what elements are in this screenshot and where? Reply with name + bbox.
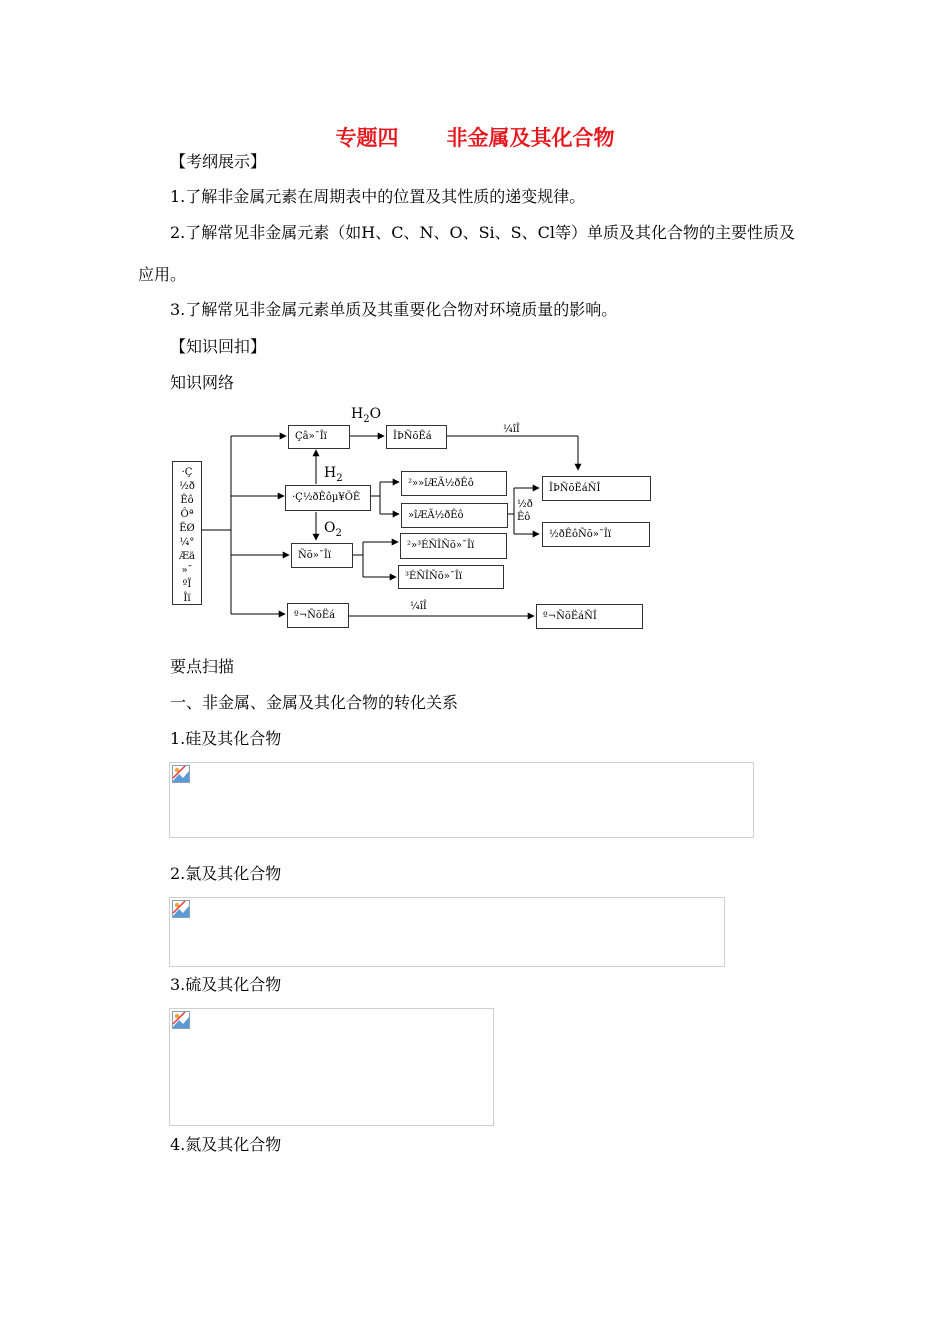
vertical-char: Êô	[180, 495, 194, 506]
oxyacid-salt-box: º¬ÑõËáÑÎ	[536, 604, 643, 629]
broken-image-icon	[172, 900, 190, 918]
salt-forming-oxide-box: ³ÉÑÎÑõ»¯Îï	[398, 565, 504, 589]
water-reagent-label	[351, 406, 381, 425]
hydrogen-reagent-label	[324, 465, 343, 484]
non-salt-forming-oxide-box: ²»³ÉÑÎÑõ»¯Îï	[400, 533, 507, 559]
base-label-lower: ¼îÎ	[410, 601, 427, 612]
hydrogen-subscript: 2	[336, 472, 343, 484]
water-h: H	[351, 406, 364, 422]
vertical-char: »¯	[181, 565, 193, 576]
inactive-metal-box: ²»»îÆÃ½ðÊô	[401, 471, 507, 496]
vertical-char: ¼°	[179, 537, 195, 548]
vertical-char: ËØ	[179, 523, 195, 534]
silicon-diagram-image	[169, 762, 754, 838]
vertical-char: ºÏ	[182, 579, 192, 590]
title-topic-name: 非金属及其化合物	[446, 126, 615, 150]
oxygen-reagent-label	[324, 520, 342, 539]
metal-label-line-1: ½ð	[517, 499, 533, 510]
vertical-char: Ôª	[180, 509, 194, 520]
oxygen-subscript: 2	[335, 527, 342, 539]
silicon-subsection-heading: 1.硅及其化合物	[170, 729, 282, 748]
metal-oxide-box: ½ðÊôÑõ»¯Îï	[542, 522, 650, 547]
oxide-box: Ñõ»¯Îï	[291, 543, 353, 568]
vertical-char: Æä	[179, 551, 195, 562]
broken-image-icon	[172, 1011, 190, 1029]
chlorine-diagram-image	[169, 897, 725, 967]
vertical-char: Îï	[183, 593, 191, 604]
nitrogen-subsection-heading: 4.氮及其化合物	[170, 1135, 282, 1154]
oxygen-free-acid-salt-box: ÎÞÑõËáÑÎ	[542, 476, 651, 501]
part-one-heading: 一、非金属、金属及其化合物的转化关系	[170, 693, 459, 712]
network-label: 知识网络	[170, 373, 235, 392]
outline-item-2: 2.了解常见非金属元素（如H、C、N、O、Si、S、Cl等）单质及其化合物的主要性质及	[170, 223, 795, 242]
metal-label	[517, 498, 533, 524]
active-metal-box: »îÆÃ½ðÊô	[401, 503, 508, 528]
sulfur-subsection-heading: 3.硫及其化合物	[170, 975, 282, 994]
oxygen-o: O	[324, 520, 336, 536]
base-label-upper: ¼îÎ	[503, 424, 520, 435]
hydride-box: Çâ»¯Îï	[288, 425, 350, 449]
oxygen-free-acid-box: ÎÞÑõËá	[386, 425, 447, 449]
oxyacid-box: º¬ÑõËá	[287, 603, 349, 628]
metal-label-line-2: Êô	[517, 512, 531, 523]
water-o: O	[369, 406, 382, 422]
water-subscript: 2	[363, 413, 370, 425]
scan-label: 要点扫描	[170, 657, 235, 676]
outline-item-2-continued: 应用。	[138, 265, 187, 284]
section-review-heading: 【知识回扣】	[170, 337, 267, 356]
vertical-char: ·Ç	[181, 467, 193, 478]
nonmetal-element-box: ·Ç½ðÊôµ¥ÖÊ	[285, 485, 371, 511]
vertical-char: ½ð	[179, 481, 195, 492]
title-topic-number: 专题四	[335, 126, 399, 150]
outline-item-1: 1.了解非金属元素在周期表中的位置及其性质的递变规律。	[170, 187, 586, 206]
broken-image-icon	[172, 765, 190, 783]
nonmetal-elements-compounds-box	[172, 461, 202, 605]
section-outline-heading: 【考纲展示】	[170, 152, 267, 171]
sulfur-diagram-image	[169, 1008, 494, 1126]
chlorine-subsection-heading: 2.氯及其化合物	[170, 864, 282, 883]
outline-item-3: 3.了解常见非金属元素单质及其重要化合物对环境质量的影响。	[170, 300, 618, 319]
hydrogen-h: H	[324, 465, 337, 481]
